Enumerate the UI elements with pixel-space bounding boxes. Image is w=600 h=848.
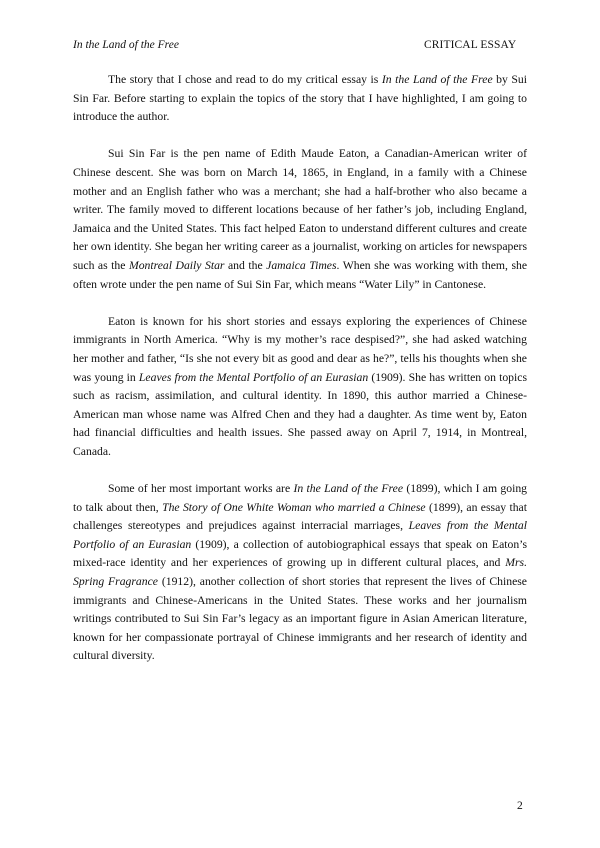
essay-body: [73, 71, 527, 666]
newspaper-title: Montreal Daily Star: [128, 258, 225, 272]
work-title: The Story of One White Woman who married a Chinese: [162, 500, 426, 514]
header-title: In the Land of the Free: [73, 39, 179, 51]
story-title: In the Land of the Free: [381, 73, 493, 86]
paragraph-works: Some of her most important works are In the Land of the Free (1899), which I am going to talk about then, The Story of One White Woman who married a Chinese (1899), an essay that challenges stereotypes and prejudices against interracial marriages, Leaves from the Mental Portfolio of an Eurasian (1909), a collection of autobiographical essays that speak on Eaton’s mixed-race identity and her experiences of growing up in different cultural places, and Mrs. Spring Fragrance (1912), another collection of short stories that represent the lives of Chinese immigrants and Chinese-Americans in the United States. These works and her journalism writings contributed to Sui Sin Far’s legacy as an important figure in Asian American literature, known for her compassionate portrayal of Chinese immigrants and her research of identity and cultural diversity.: [73, 482, 528, 663]
header-label: CRITICAL ESSAY: [424, 39, 517, 51]
paragraph-themes: Eaton is known for his short stories and essays exploring the experiences of Chinese immigrants in North America. “Why is my mother’s race despised?”, she had asked watching her mother and father, “Is she not every bit as good and dear as he?”, tells his thoughts when she was young in Leaves from the Mental Portfolio of an Eurasian (1909). She has written on topics such as racism, assimilation, and cultural identity. In 1890, this author married a Chinese-American man whose name was Alfred Chen and they had a daughter. As time went by, Eaton had financial difficulties and health issues. She passed away on April 7, 1914, in Montreal, Canada.: [73, 314, 528, 458]
work-title: In the Land of the Free: [293, 482, 404, 496]
paragraph-intro: The story that I chose and read to do my critical essay is In the Land of the Free by Sui Sin Far. Before starting to explain the topics of the story that I have highlighted, I am going to introduce the author.: [73, 73, 528, 124]
newspaper-title: Jamaica Times: [266, 258, 337, 272]
work-title: Leaves from the Mental Portfolio of an Eurasian: [73, 519, 527, 551]
work-title: Mrs. Spring Fragrance: [73, 556, 527, 589]
page-number: 2: [517, 800, 523, 812]
work-title: Leaves from the Mental Portfolio of an Eurasian: [138, 370, 369, 384]
paragraph-biography: Sui Sin Far is the pen name of Edith Maude Eaton, a Canadian-American writer of Chinese descent. She was born on March 14, 1865, in England, in a family with a Chinese mother and an English father who was a merchant; she had a half-brother who also became a writer. The family moved to different locations because of her father’s job, including England, Jamaica and the United States. This fact helped Eaton to understand different cultures and create her own identity. She began her writing career as a journalist, working on articles for newspapers such as the Montreal Daily Star and the Jamaica Times. When she was working with them, she often wrote under the pen name of Sui Sin Far, which means “Water Lily” in Cantonese.: [73, 147, 528, 291]
